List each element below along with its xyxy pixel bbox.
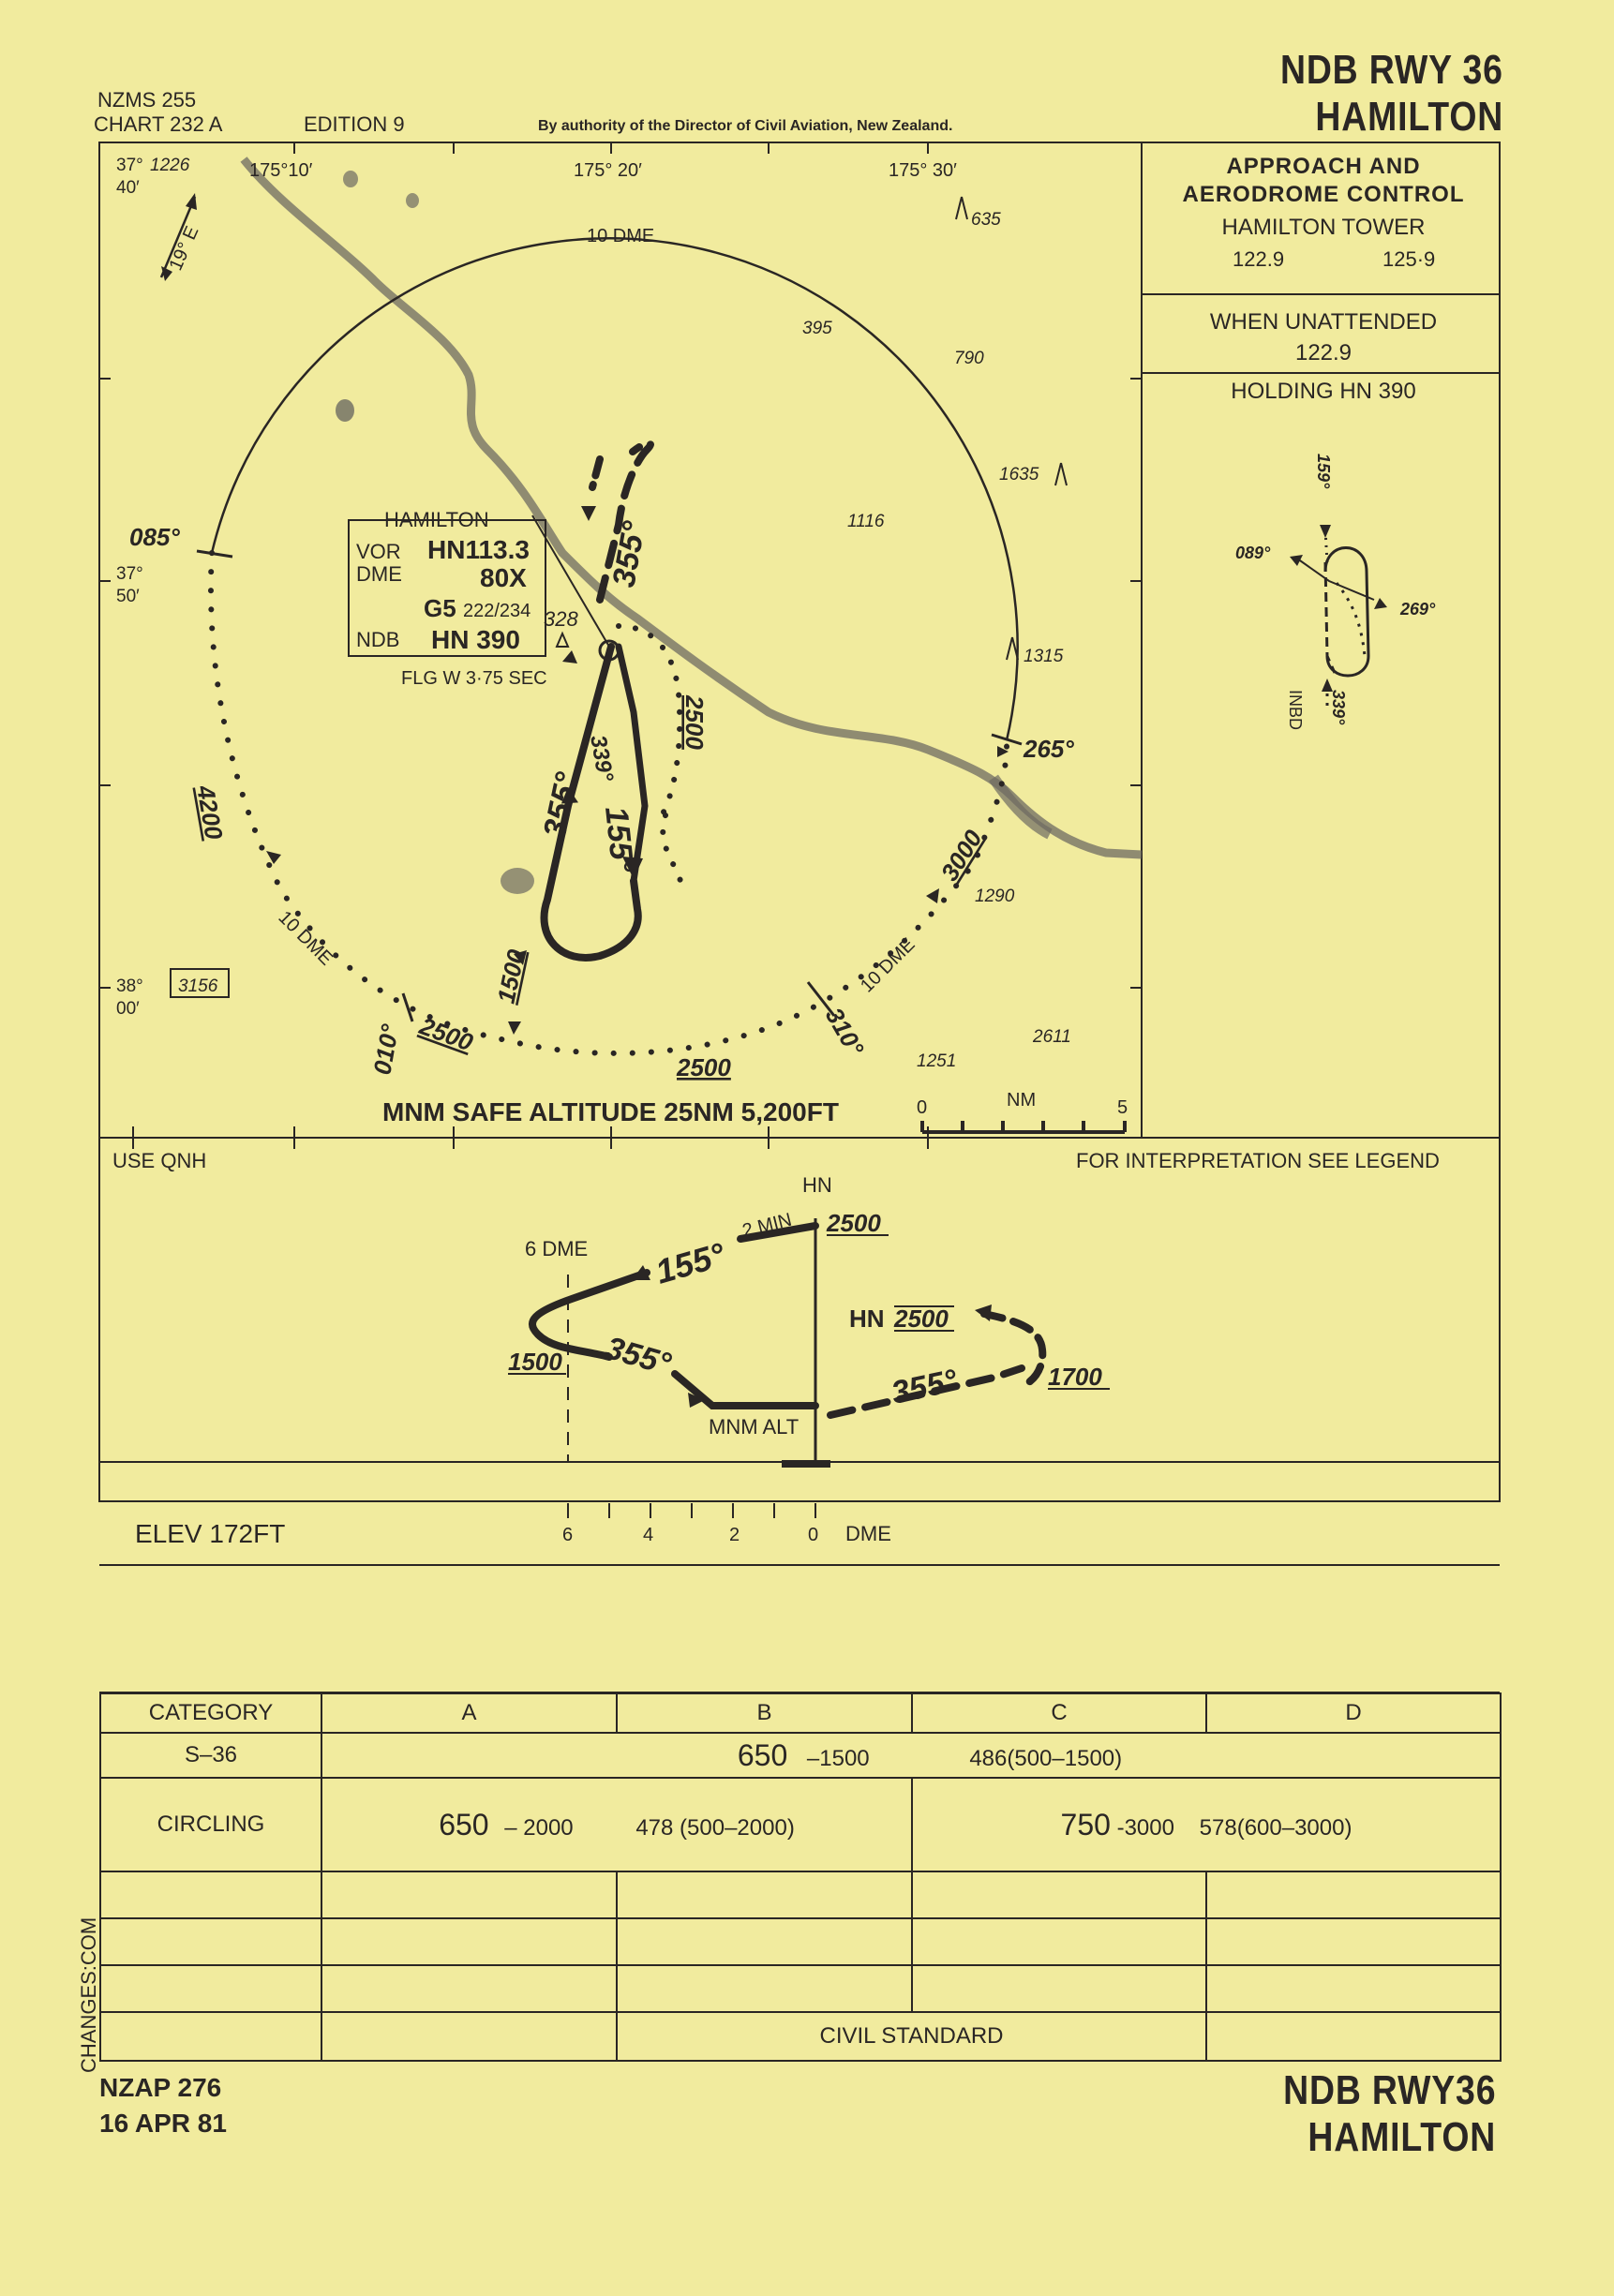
profile-mnm-alt: MNM ALT — [709, 1415, 800, 1439]
elev-395: 395 — [802, 319, 832, 338]
unattended-freq: 122.9 — [1294, 340, 1352, 365]
radial-265: 265° — [1024, 735, 1074, 763]
minima-table — [99, 1692, 1502, 2062]
circling-cd-haa: 578(600–3000) — [1199, 1814, 1352, 1841]
track-155-outbound: 155° — [598, 804, 641, 874]
vor-label: VOR — [356, 540, 401, 563]
profile-track-155: 155° — [650, 1234, 729, 1291]
dme-tick-0: 0 — [808, 1525, 819, 1545]
profile-path — [532, 1226, 1042, 1415]
elev-790: 790 — [954, 349, 984, 368]
chart-title-top: NDB RWY 36 — [1280, 47, 1503, 93]
lat-38-00-min: 00′ — [116, 999, 140, 1019]
magnetic-variation: 19° E — [165, 223, 203, 275]
profile-hn-2500: 2500 — [894, 1305, 949, 1333]
g5-value: 222/234 — [463, 601, 531, 621]
dme-tick-2: 2 — [729, 1525, 740, 1545]
dme-10-right: 10 DME — [856, 933, 919, 997]
radial-085-tick — [197, 551, 232, 557]
g5-label: G5 — [424, 594, 456, 622]
unattended-box — [1142, 294, 1500, 373]
aerodrome-elevation: ELEV 172FT — [135, 1519, 286, 1548]
straight-in-mda: 650 — [737, 1737, 788, 1772]
circling-cd-vis: -3000 — [1116, 1814, 1174, 1841]
profile-2min: 2 MIN — [740, 1209, 794, 1242]
chart-edition: EDITION 9 — [304, 112, 405, 136]
nzap-number: NZAP 276 — [99, 2073, 222, 2102]
header-category: CATEGORY — [100, 1693, 321, 1733]
holding-159: 159° — [1314, 454, 1333, 489]
tower-freq-2: 125·9 — [1382, 247, 1436, 271]
profile-missed-355: 355° — [888, 1363, 961, 1411]
navaid-name: HAMILTON — [384, 508, 489, 531]
profile-frame — [99, 1138, 1500, 1501]
straight-in-label: S–36 — [100, 1733, 321, 1778]
procedure-track — [545, 443, 651, 958]
lon-175-10: 175°10′ — [249, 160, 313, 181]
airport-name-top: HAMILTON — [1315, 94, 1503, 140]
circling-cd — [912, 1778, 1501, 1871]
altitude-2500-right: 2500 — [680, 695, 709, 750]
dme-axis-label: DME — [845, 1522, 891, 1545]
profile-6dme: 6 DME — [525, 1237, 589, 1260]
track-355-missed: 355° — [605, 518, 653, 590]
chart-title-bottom: NDB RWY36 — [1282, 2067, 1496, 2113]
lat-37-40-min: 40′ — [116, 178, 140, 198]
header-cat-a: A — [321, 1693, 617, 1733]
scale-0: 0 — [917, 1097, 928, 1118]
vor-value: HN113.3 — [427, 535, 530, 564]
profile-hn-label: HN — [849, 1305, 885, 1333]
elev-2611: 2611 — [1033, 1027, 1071, 1047]
scale-5: 5 — [1117, 1097, 1128, 1118]
circling-ab-mda: 650 — [439, 1807, 489, 1841]
lat-37-50-deg: 37° — [116, 564, 143, 584]
ndb-value: HN 390 — [431, 625, 520, 654]
radial-310: 310° — [819, 1003, 870, 1061]
elev-328: 328 — [544, 607, 578, 631]
airport-name-bottom: HAMILTON — [1308, 2114, 1496, 2160]
radial-085: 085° — [129, 523, 180, 551]
changes-com: CHANGES:COM — [77, 1916, 100, 2073]
elev-3156: 3156 — [178, 977, 218, 996]
dme-value: 80X — [480, 563, 527, 592]
profile-hn: HN — [802, 1173, 832, 1197]
holding-label: HOLDING HN 390 — [1231, 379, 1416, 404]
holding-339: 339° — [1329, 690, 1348, 725]
holding-269: 269° — [1400, 600, 1436, 619]
chart-series: NZMS 255 — [97, 88, 197, 112]
profile-track-355: 355° — [601, 1330, 675, 1383]
holding-089: 089° — [1235, 544, 1271, 562]
altitude-1500: 1500 — [491, 947, 531, 1006]
tower-name: HAMILTON TOWER — [1221, 215, 1426, 240]
lat-37-50-min: 50′ — [116, 587, 140, 606]
straight-in-haa: 486(500–1500) — [969, 1745, 1123, 1771]
profile-alt-1500: 1500 — [508, 1348, 562, 1376]
altitude-3000: 3000 — [934, 825, 988, 887]
altitude-4200: 4200 — [191, 783, 229, 842]
straight-in-vis: –1500 — [806, 1745, 870, 1771]
elev-1315: 1315 — [1024, 647, 1064, 666]
effective-date: 16 APR 81 — [99, 2109, 227, 2138]
tower-freq-1: 122.9 — [1233, 247, 1285, 271]
track-339: 339° — [585, 733, 619, 783]
dme-tick-4: 4 — [643, 1525, 654, 1545]
interpretation-note: FOR INTERPRETATION SEE LEGEND — [1076, 1149, 1440, 1172]
dme-10-left: 10 DME — [274, 906, 337, 970]
lon-175-20: 175° 20′ — [574, 160, 642, 181]
lat-37-40-deg: 37° — [116, 156, 143, 175]
unattended-label: WHEN UNATTENDED — [1209, 309, 1438, 335]
civil-standard: CIVIL STANDARD — [617, 2012, 1206, 2061]
header-cat-d: D — [1206, 1693, 1501, 1733]
lon-175-30: 175° 30′ — [889, 160, 957, 181]
plan-view-frame — [99, 142, 1142, 1138]
approach-control-line1: APPROACH AND — [1226, 154, 1421, 179]
elev-1226: 1226 — [150, 156, 190, 175]
radial-010: 010° — [367, 1021, 405, 1078]
straight-in-minima — [321, 1733, 1501, 1778]
approach-control-line2: AERODROME CONTROL — [1182, 182, 1465, 207]
circling-cd-mda: 750 — [1060, 1807, 1111, 1841]
scale-nm: NM — [1007, 1090, 1037, 1111]
comms-box — [1142, 142, 1500, 294]
circling-ab-vis: – 2000 — [504, 1814, 574, 1841]
dme-label: DME — [356, 562, 402, 586]
aerodrome-beacon: FLG W 3·75 SEC — [401, 668, 547, 689]
circling-label: CIRCLING — [100, 1778, 321, 1871]
circling-ab-haa: 478 (500–2000) — [635, 1814, 795, 1841]
profile-alt-1700: 1700 — [1048, 1363, 1102, 1391]
ndb-label: NDB — [356, 628, 400, 651]
holding-pattern — [1297, 530, 1374, 712]
elev-1251: 1251 — [917, 1051, 957, 1071]
use-qnh: USE QNH — [112, 1149, 207, 1172]
header-cat-c: C — [912, 1693, 1206, 1733]
track-355-inbound: 355° — [536, 768, 586, 842]
elev-1635: 1635 — [999, 465, 1039, 485]
elev-635: 635 — [971, 210, 1001, 230]
chart-number: CHART 232 A — [94, 112, 223, 136]
altitude-2500-bottom: 2500 — [677, 1053, 731, 1081]
dme-tick-6: 6 — [562, 1525, 574, 1545]
holding-inbd: INBD — [1286, 690, 1305, 731]
elev-1116: 1116 — [847, 512, 885, 531]
minimum-safe-altitude: MNM SAFE ALTITUDE 25NM 5,200FT — [382, 1097, 839, 1126]
circling-ab — [321, 1778, 912, 1871]
authority-note: By authority of the Director of Civil Aviation, New Zealand. — [538, 118, 953, 134]
header-cat-b: B — [617, 1693, 912, 1733]
altitude-2500-left: 2500 — [415, 1011, 477, 1057]
dme-10-top: 10 DME — [587, 226, 655, 246]
profile-alt-2500: 2500 — [827, 1209, 881, 1237]
elev-1290: 1290 — [975, 887, 1015, 906]
dme-arc-north — [212, 238, 1018, 740]
lat-38-00-deg: 38° — [116, 977, 143, 996]
